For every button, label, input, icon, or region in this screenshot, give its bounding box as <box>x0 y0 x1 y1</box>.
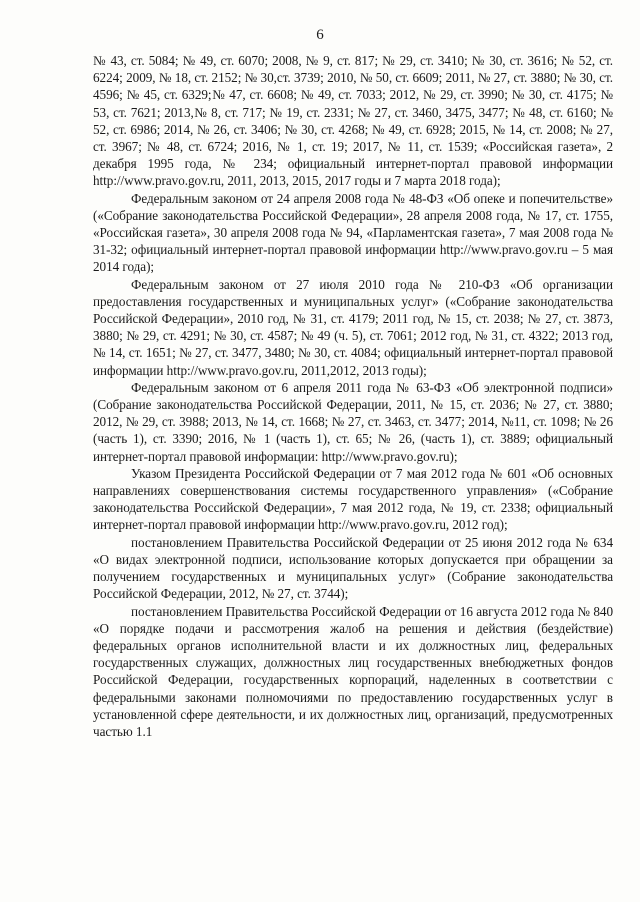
page-number: 6 <box>316 27 324 43</box>
paragraph-law-210-fz: Федеральным законом от 27 июля 2010 года № 210-ФЗ «Об организации предоставления государственных и муниципальных услуг» («Собрание законодательства Российской Федерации», 2010 год, № 31, ст. 4179; 2011 год, № 15, ст. 2038; № 27, ст. 3873, 3880; № 29, ст. 4291; № 30, ст. 4587; № 49 (ч. 5), ст. 7061; 2012 год, № 31, ст. 4322; 2013 год, № 14, ст. 1651; № 27, ст. 3477, 3480; № 30, ст. 4084; официальный интернет-портал правовой информации http://www.pravo.gov.ru, 2011,2012, 2013 годы); <box>93 276 613 378</box>
paragraph-resolution-634: постановлением Правительства Российской Федерации от 25 июня 2012 года № 634 «О видах электронной подписи, использование которых допускается при обращении за получением государственных и муниципальных услуг» (Собрание законодательства Российской Федерации, 2012, № 27, ст. 3744); <box>93 534 613 602</box>
paragraph-law-48-fz: Федеральным законом от 24 апреля 2008 года № 48-ФЗ «Об опеке и попечительстве» («Собрание законодательства Российской Федерации», 28 апреля 2008 года, № 17, ст. 1755, «Российская газета», 30 апреля 2008 года № 94, «Парламентская газета», 7 мая 2008 года № 31-32; официальный интернет-портал правовой информации http://www.pravo.gov.ru – 5 мая 2014 года); <box>93 190 613 275</box>
paragraph-law-63-fz: Федеральным законом от 6 апреля 2011 года № 63-ФЗ «Об электронной подписи» (Собрание законодательства Российской Федерации, 2011, № 15, ст. 2036; № 27, ст. 3880; 2012, № 29, ст. 3988; 2013, № 14, ст. 1668; № 27, ст. 3463, ст. 3477; 2014, №11, ст. 1098; № 26 (часть 1), ст. 3390; 2016, № 1 (часть 1), ст. 65; № 26, (часть 1), ст. 3889; официальный интернет-портал правовой информации: http://www.pravo.gov.ru); <box>93 379 613 464</box>
body-text <box>93 52 613 740</box>
paragraph-decree-601: Указом Президента Российской Федерации от 7 мая 2012 года № 601 «Об основных направлениях совершенствования системы государственного управления» («Собрание законодательства Российской Федерации», 7 мая 2012 года, № 19, ст. 2338; официальный интернет-портал правовой информации http://www.pravo.gov.ru, 2012 год); <box>93 465 613 533</box>
paragraph-resolution-840: постановлением Правительства Российской Федерации от 16 августа 2012 года № 840 «О порядке подачи и рассмотрения жалоб на решения и действия (бездействие) федеральных органов исполнительной власти и их должностных лиц, федеральных государственных служащих, должностных лиц государственных внебюджетных фондов Российской Федерации, государственных корпораций, наделенных в соответствии с федеральными законами полномочиями по предоставлению государственных услуг в установленной сфере деятельности, и их должностных лиц, организаций, предусмотренных частью 1.1 <box>93 603 613 739</box>
paragraph-legal-sources-continued: № 43, ст. 5084; № 49, ст. 6070; 2008, № 9, ст. 817; № 29, ст. 3410; № 30, ст. 3616; № 52, ст. 6224; 2009, № 18, ст. 2152; № 30,ст. 3739; 2010, № 50, ст. 6609; 2011, № 27, ст. 3880; № 30, ст. 4596; № 45, ст. 6329;№ 47, ст. 6608; № 49, ст. 7033; 2012, № 29, ст. 3990; № 30, ст. 4175; № 53, ст. 7621; 2013,№ 8, ст. 717; № 19, ст. 2331; № 27, ст. 3460, 3475, 3477; № 48, ст. 6160; № 52, ст. 6986; 2014, № 26, ст. 3406; № 30, ст. 4268; № 49, ст. 6928; 2015, № 14, ст. 2008; № 27, ст. 3967; № 48, ст. 6724; 2016, № 1, ст. 19; 2017, № 11, ст. 1539; «Российская газета», 2 декабря 1995 года, № 234; официальный интернет-портал правовой информации http://www.pravo.gov.ru, 2011, 2013, 2015, 2017 годы и 7 марта 2018 года); <box>93 53 613 189</box>
